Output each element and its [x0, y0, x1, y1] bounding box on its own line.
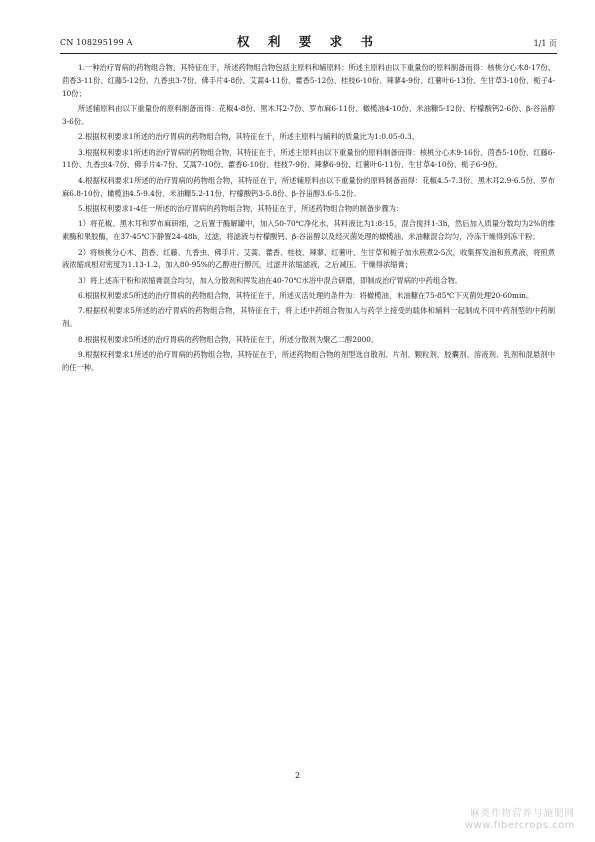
claims-body [62, 62, 555, 377]
claim-2: 2.根据权利要求1所述的治疗胃病的药物组合物，其特征在于，所述主原料与辅料的质量比为1:0.05-0.3。 [78, 132, 419, 142]
claim-3: 3.根据权利要求1所述的治疗胃病的药物组合物，其特征在于，所述主原料由以下重量份的原料制备而得：核桃分心木9-16份、茴香5-10份、红藤6-11份、九香虫4-7份、佛手片4-7份、艾蒿7-10份、藿香6-10份、桂枝7-9份、辣蓼6-9份、红薯叶6-11份、生甘草4-10份、栀子6-9份。 [62, 147, 555, 170]
watermark-url: www.fibercrops.com [464, 820, 575, 831]
watermark-text: 麻类作物营养与施肥网 [469, 808, 575, 819]
header-divider [60, 53, 557, 54]
page-count: 1/1 页 [533, 39, 557, 48]
claim-5: 5.根据权利要求1-4任一所述的治疗胃病的药物组合物，其特征在于，所述药物组合物的制备步骤为： [78, 203, 404, 213]
watermark [465, 808, 575, 832]
claim-9: 9.根据权利要求1所述的治疗胃病的药物组合物，其特征在于，所述药物组合物的剂型选自散剂、片剂、颗粒剂、胶囊剂、溶液剂、乳剂和混悬剂中的任一种。 [62, 350, 555, 372]
claim-5-step-3: 3）将上述冻干粉和浓缩膏混合均匀，加入分散剂和挥发油在40-70℃水浴中混合研磨，即制成治疗胃病的中药组合物。 [78, 275, 463, 285]
page-header [60, 30, 557, 50]
claim-1-continued: 所述辅原料由以下重量份的原料制备而得：花椒4-8份、黑木耳2-7份、罗布麻6-11份、橄榄油4-10份、米油糠5-12份、柠檬酸钙2-6份、β-谷甾醇3-6份。 [62, 103, 555, 126]
claim-4: 4.根据权利要求1所述的治疗胃病的药物组合物，其特征在于，所述辅原料由以下重量份的原料制备而得：花椒4.5-7.3份、黑木耳2.9-6.5份、罗布麻6.8-10份、橄榄油4.5-9.4份、米油糠5.2-11份、柠檬酸钙3-5.8份、β-谷甾醇3.6-5.2份。 [62, 175, 555, 198]
page-number: 2 [294, 771, 301, 780]
document-title: 权 利 要 求 书 [237, 34, 380, 49]
claim-8: 8.根据权利要求5所述的治疗胃病的药物组合物，其特征在于，所述分散剂为聚乙二醇2000。 [78, 334, 379, 344]
claim-6: 6.根据权利要求5所述的治疗胃病的药物组合物，其特征在于，所述灭活处理的条件为：将橄榄油、米油糠在75-85℃下灭菌处理20-60min。 [78, 291, 534, 301]
publication-number: CN 108295199 A [60, 38, 133, 47]
claim-5-step-1: 1）将花椒、黑木耳和罗布麻研细，之后置于酶解罐中，加入50-70℃净化水，其料液比为1:8-15，混合搅拌1-3h，然后加入质量分数均为2%的维素酶和果胶酶，在37-45℃下静置24-48h，过滤，将滤液与柠檬酸钙、β-谷甾醇以及经灭菌处理的橄榄油、米油糠混合均匀，冷冻干燥得到冻干粉； [62, 219, 555, 242]
claim-7: 7.根据权利要求5所述的治疗胃病的药物组合物，其特征在于，将上述中药组合物加入与药学上接受的载体和辅料一起制成不同中药剂型的中药制剂。 [62, 306, 555, 329]
claim-5-step-2: 2）将核桃分心木、茴香、红藤、九香虫、佛手片、艾蒿、藿香、桂枝、辣蓼、红薯叶、生甘草和栀子加水煎煮2-5次，收集挥发油和煎煮液，将煎煮液浓缩成相对密度为1.13-1.2，加入80-95%的乙醇进行醇沉，过滤并浓缩滤液，之后减压、干燥得浓缩膏； [62, 247, 555, 270]
claim-1: 1.一种治疗胃病的药物组合物，其特征在于，所述药物组合物包括主原料和辅原料；所述主原料由以下重量份的原料制备而得：核桃分心木8-17份、茴香3-11份、红藤5-12份、九香虫3-7份、佛手片4-8份、艾蒿4-11份、藿香5-12份、桂枝6-10份、辣蓼4-9份、红薯叶6-13份、生甘草3-10份、栀子4-10份； [62, 63, 555, 98]
